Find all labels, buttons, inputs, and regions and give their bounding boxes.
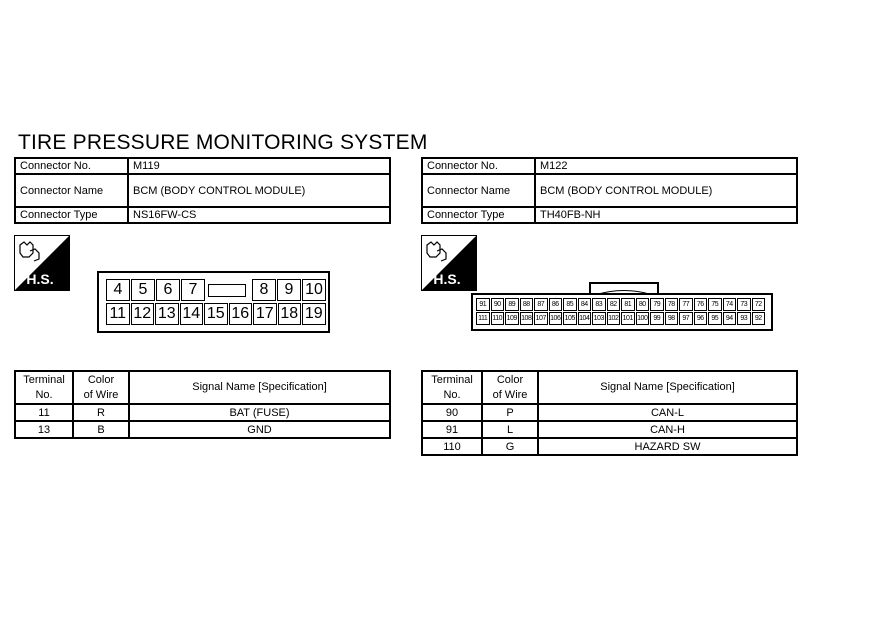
terminal-cell: 90	[422, 404, 482, 421]
pin-cell: 100	[636, 312, 650, 325]
pin-cell: 98	[665, 312, 679, 325]
pin-cell: 6	[156, 279, 180, 301]
pin-cell: 74	[723, 298, 737, 311]
connector-type-label: Connector Type	[15, 207, 128, 223]
signal-cell: HAZARD SW	[538, 438, 797, 455]
pin-cell: 75	[708, 298, 722, 311]
pin-cell: 4	[106, 279, 130, 301]
pin-cell: 84	[578, 298, 592, 311]
signal-cell: BAT (FUSE)	[129, 404, 390, 421]
pin-cell: 8	[252, 279, 276, 301]
terminal-cell: 110	[422, 438, 482, 455]
pin-cell: 83	[592, 298, 606, 311]
pin-cell: 72	[752, 298, 766, 311]
pin-cell: 89	[505, 298, 519, 311]
signal-cell: GND	[129, 421, 390, 438]
connector-type-label: Connector Type	[422, 207, 535, 223]
empty-slot	[208, 284, 246, 297]
connector-info-m122	[421, 157, 798, 224]
connector-no-label: Connector No.	[422, 158, 535, 174]
pin-cell: 9	[277, 279, 301, 301]
hs-label: H.S.	[433, 271, 461, 287]
pin-cell: 5	[131, 279, 155, 301]
table-row	[15, 421, 390, 438]
color-header-text: Color of Wire	[83, 373, 119, 401]
signal-table-m119	[14, 370, 391, 439]
pin-cell: 86	[549, 298, 563, 311]
signal-cell: CAN-L	[538, 404, 797, 421]
pin-cell: 109	[505, 312, 519, 325]
pin-cell: 14	[180, 303, 204, 325]
pin-cell: 106	[549, 312, 563, 325]
pin-cell: 94	[723, 312, 737, 325]
pin-cell: 99	[650, 312, 664, 325]
pin-cell: 73	[737, 298, 751, 311]
pin-cell: 80	[636, 298, 650, 311]
col-terminal-header	[422, 371, 482, 404]
color-cell: R	[73, 404, 129, 421]
pin-cell: 18	[278, 303, 302, 325]
pin-cell: 95	[708, 312, 722, 325]
connector-type-value: TH40FB-NH	[535, 207, 797, 223]
color-cell: P	[482, 404, 538, 421]
page-title: TIRE PRESSURE MONITORING SYSTEM	[18, 131, 428, 154]
terminal-header-text: Terminal No.	[431, 373, 473, 401]
pin-cell: 104	[578, 312, 592, 325]
terminal-cell: 91	[422, 421, 482, 438]
col-signal-header: Signal Name [Specification]	[538, 371, 797, 404]
terminal-cell: 11	[15, 404, 73, 421]
connector-face-m119	[97, 271, 330, 333]
pin-cell: 110	[491, 312, 505, 325]
pin-cell: 97	[679, 312, 693, 325]
pin-cell: 102	[607, 312, 621, 325]
pin-cell: 85	[563, 298, 577, 311]
pin-cell: 91	[476, 298, 490, 311]
connector-info-m119	[14, 157, 391, 224]
color-header-text: Color of Wire	[492, 373, 528, 401]
pin-cell: 88	[520, 298, 534, 311]
pin-cell: 11	[106, 303, 130, 325]
pin-cell: 78	[665, 298, 679, 311]
pin-cell: 96	[694, 312, 708, 325]
pin-cell: 15	[204, 303, 228, 325]
harness-side-icon	[14, 235, 70, 291]
table-row	[422, 404, 797, 421]
pin-cell: 13	[155, 303, 179, 325]
pin-cell: 79	[650, 298, 664, 311]
table-row	[15, 404, 390, 421]
connector-name-label: Connector Name	[15, 174, 128, 207]
col-color-header	[482, 371, 538, 404]
pin-cell: 108	[520, 312, 534, 325]
pin-cell: 16	[229, 303, 253, 325]
pin-cell: 81	[621, 298, 635, 311]
table-row	[422, 438, 797, 455]
pin-cell: 101	[621, 312, 635, 325]
terminal-cell: 13	[15, 421, 73, 438]
pin-cell: 17	[253, 303, 277, 325]
connector-name-label: Connector Name	[422, 174, 535, 207]
col-terminal-header	[15, 371, 73, 404]
pin-cell: 87	[534, 298, 548, 311]
pin-cell: 92	[752, 312, 766, 325]
connector-no-label: Connector No.	[15, 158, 128, 174]
table-row	[422, 421, 797, 438]
pin-cell: 90	[491, 298, 505, 311]
pin-cell: 105	[563, 312, 577, 325]
pin-cell: 12	[131, 303, 155, 325]
pin-cell: 10	[302, 279, 326, 301]
pin-cell: 103	[592, 312, 606, 325]
pin-cell: 82	[607, 298, 621, 311]
pin-cell: 107	[534, 312, 548, 325]
pin-cell: 77	[679, 298, 693, 311]
pin-cell: 7	[181, 279, 205, 301]
connector-no-value: M122	[535, 158, 797, 174]
pin-cell: 111	[476, 312, 490, 325]
connector-name-value: BCM (BODY CONTROL MODULE)	[535, 174, 797, 207]
col-signal-header: Signal Name [Specification]	[129, 371, 390, 404]
connector-name-value: BCM (BODY CONTROL MODULE)	[128, 174, 390, 207]
signal-cell: CAN-H	[538, 421, 797, 438]
terminal-header-text: Terminal No.	[23, 373, 65, 401]
pin-cell: 19	[302, 303, 326, 325]
col-color-header	[73, 371, 129, 404]
color-cell: G	[482, 438, 538, 455]
connector-no-value: M119	[128, 158, 390, 174]
pin-cell: 93	[737, 312, 751, 325]
pin-cell: 76	[694, 298, 708, 311]
hs-label: H.S.	[26, 271, 54, 287]
color-cell: B	[73, 421, 129, 438]
connector-face-m122	[471, 293, 773, 331]
harness-side-icon	[421, 235, 477, 291]
signal-table-m122	[421, 370, 798, 456]
connector-type-value: NS16FW-CS	[128, 207, 390, 223]
color-cell: L	[482, 421, 538, 438]
